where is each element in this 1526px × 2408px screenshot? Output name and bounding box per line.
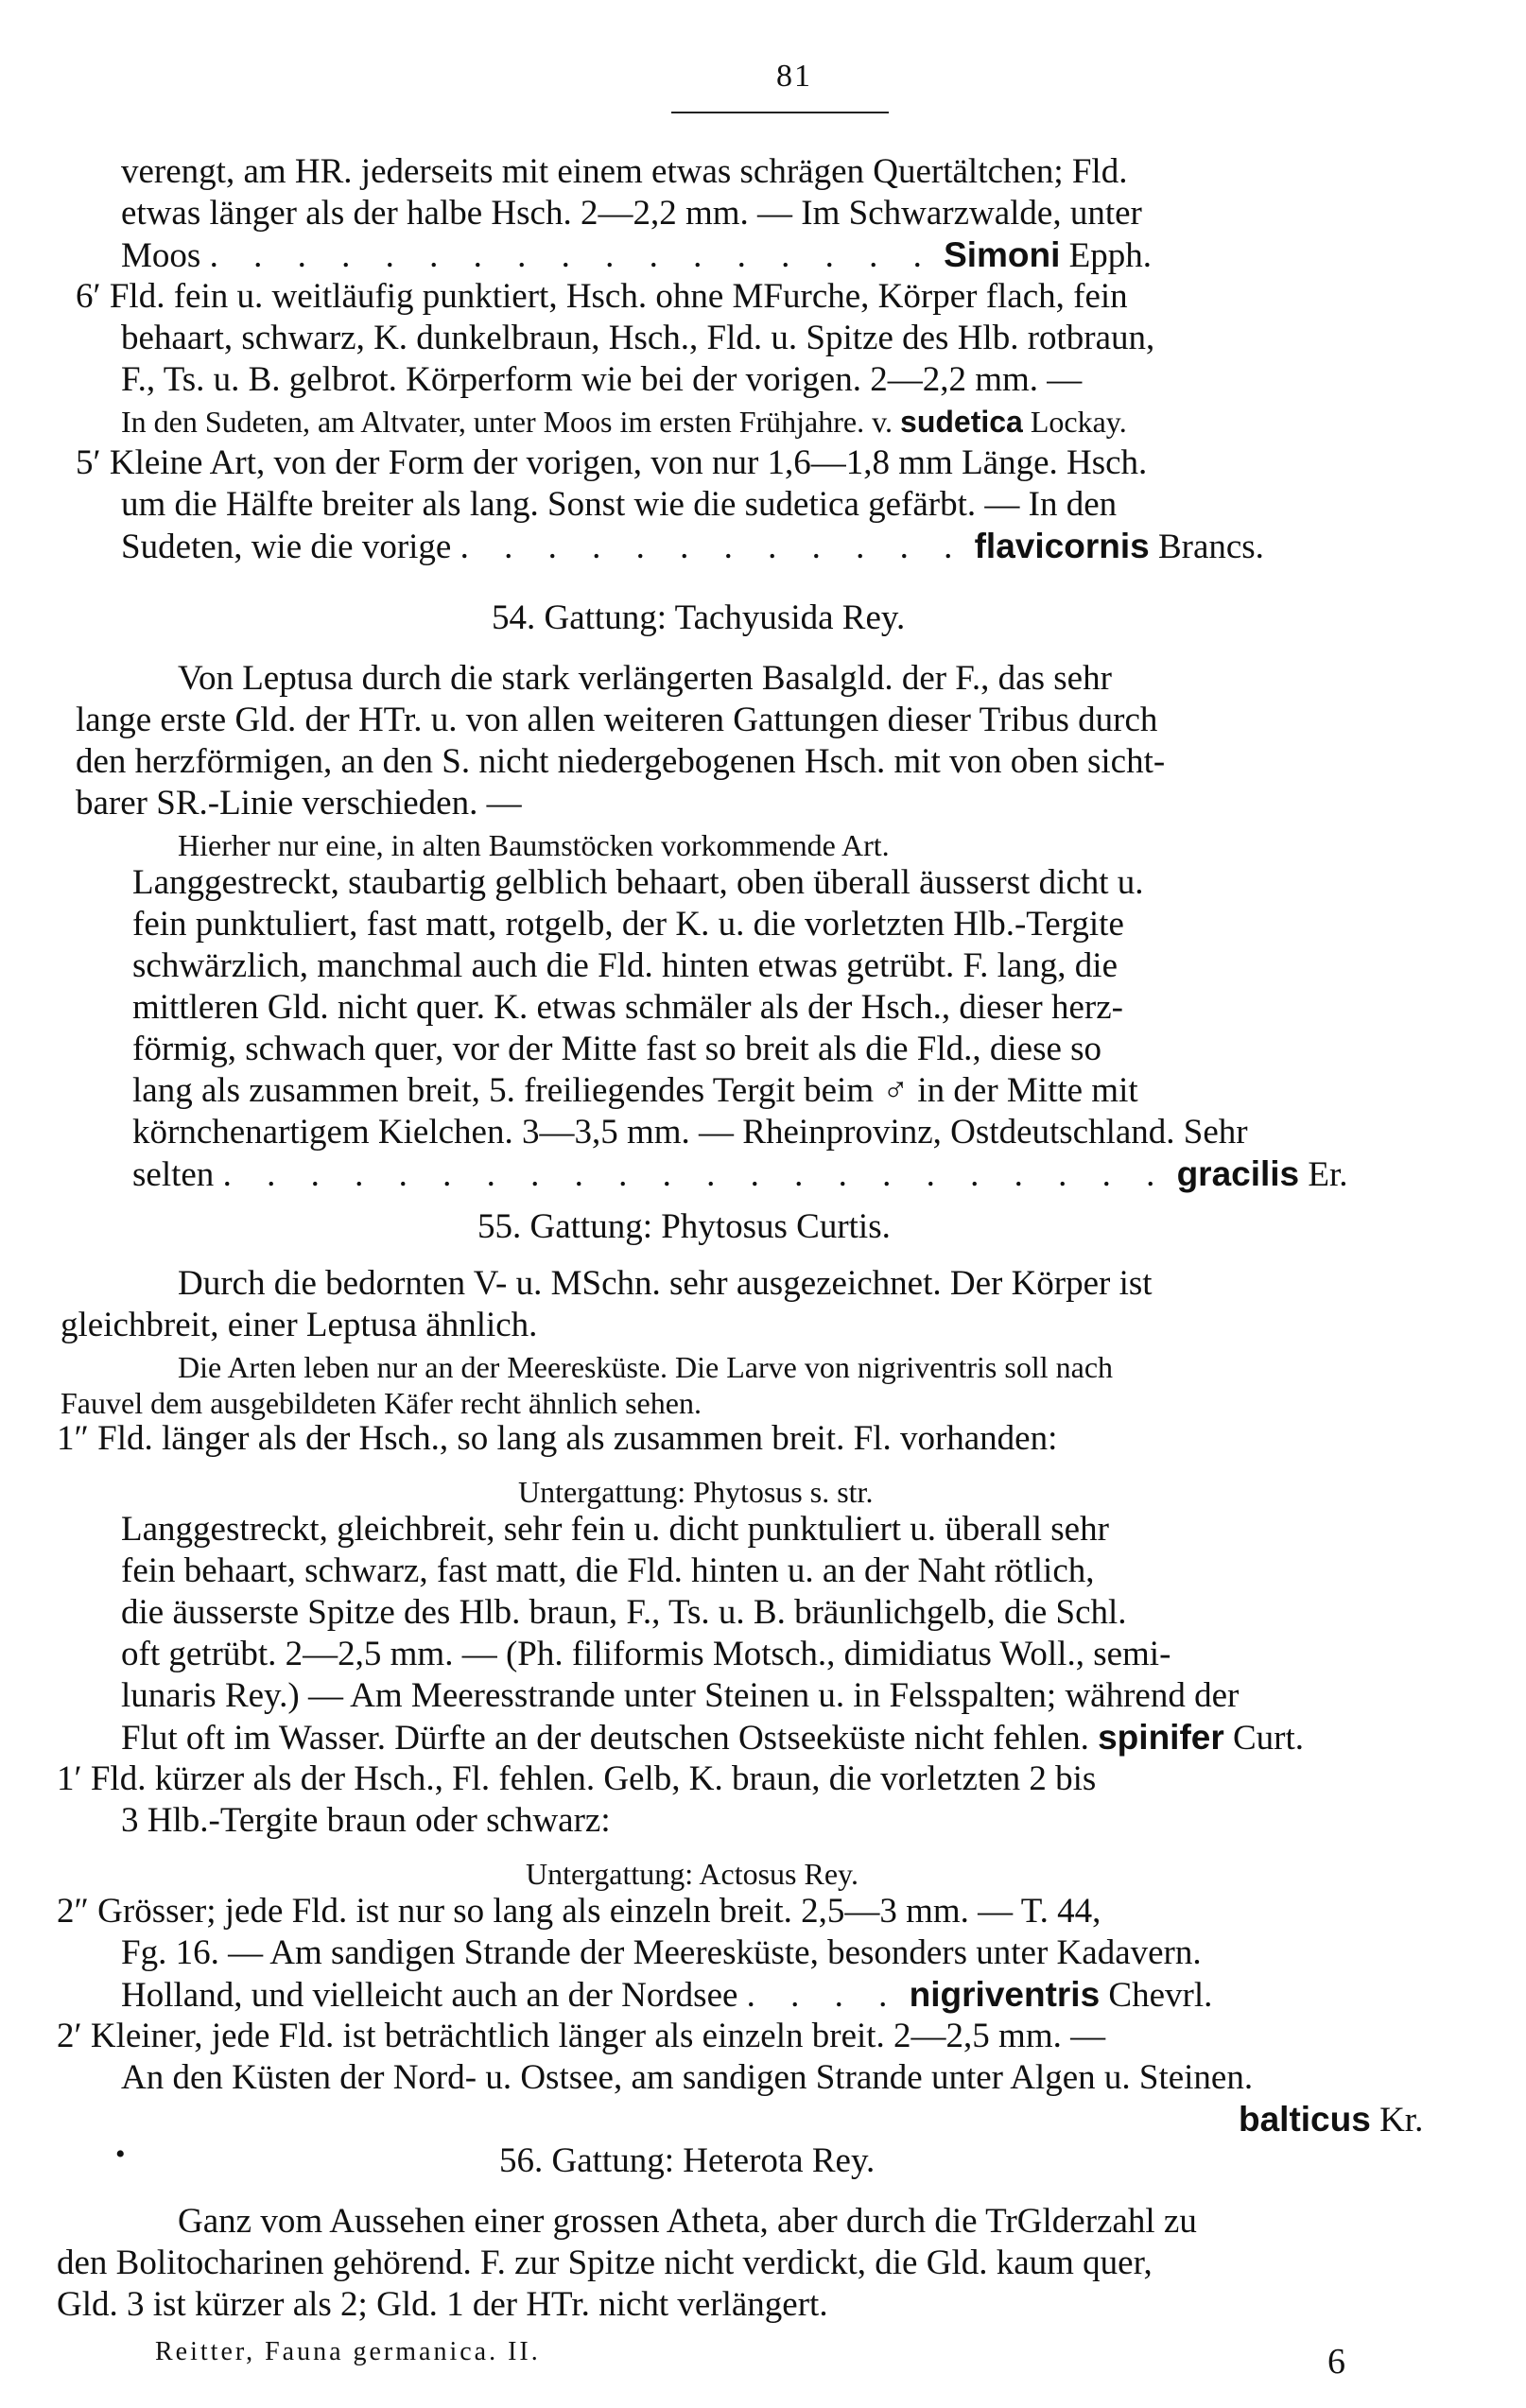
text-line: etwas länger als der halbe Hsch. 2—2,2 mm. — Im Schwarzwalde, unter <box>121 194 1142 233</box>
text-line: Die Arten leben nur an der Meeresküste. Die Larve von nigriventris soll nach <box>178 1350 1114 1384</box>
text-line <box>121 1717 1304 1759</box>
genus-heading: 54. Gattung: Tachyusida Rey. <box>492 598 906 637</box>
text-line: behaart, schwarz, K. dunkelbraun, Hsch., Fld. u. Spitze des Hlb. rotbraun, <box>121 319 1155 357</box>
leader-dots: . . . . . . . . . . . . . . . . . . . . . . <box>222 1155 1169 1194</box>
text-line: Von Leptusa durch die stark verlängerten Basalgld. der F., das sehr <box>178 659 1112 698</box>
species-author: Chevrl. <box>1108 1976 1213 2015</box>
text-line: Langgestreckt, gleichbreit, sehr fein u. dicht punktuliert u. überall sehr <box>121 1510 1109 1549</box>
text-line: den herzförmigen, an den S. nicht niedergebogenen Hsch. mit von oben sicht- <box>76 742 1166 781</box>
leader-dots: . . . . <box>746 1976 901 2015</box>
text-line: 5′ Kleine Art, von der Form der vorigen, von nur 1,6—1,8 mm Länge. Hsch. <box>76 443 1148 482</box>
text-run: Flut oft im Wasser. Dürfte an der deutschen Ostseeküste nicht fehlen. <box>121 1719 1089 1758</box>
signature-mark: 6 <box>1327 2342 1345 2382</box>
text-run: In den Sudeten, am Altvater, unter Moos im ersten Frühjahre. v. <box>121 405 893 439</box>
text-run: Holland, und vielleicht auch an der Nordsee <box>121 1976 738 2015</box>
species-name: sudetica <box>900 405 1023 439</box>
text-line <box>121 234 1152 277</box>
text-line: Durch die bedornten V- u. MSchn. sehr ausgezeichnet. Der Körper ist <box>178 1264 1153 1303</box>
page-number: 81 <box>776 59 812 94</box>
species-author: Curt. <box>1233 1719 1305 1758</box>
text-line: Fg. 16. — Am sandigen Strande der Meeresküste, besonders unter Kadavern. <box>121 1933 1202 1972</box>
bullet-mark: • <box>115 2139 126 2170</box>
species-name: flavicornis <box>974 527 1150 565</box>
text-line: lang als zusammen breit, 5. freiliegendes Tergit beim ♂ in der Mitte mit <box>132 1071 1138 1110</box>
species-name: spinifer <box>1098 1718 1224 1757</box>
text-line: oft getrübt. 2—2,5 mm. — (Ph. filiformis Motsch., dimidiatus Woll., semi- <box>121 1635 1171 1673</box>
text-line <box>121 1974 1212 2017</box>
species-author: Epph. <box>1068 236 1153 275</box>
text-line: Gld. 3 ist kürzer als 2; Gld. 1 der HTr. nicht verlängert. <box>57 2285 828 2324</box>
text-line: fein behaart, schwarz, fast matt, die Fld. hinten u. an der Naht rötlich, <box>121 1551 1095 1590</box>
text-line: Fauvel dem ausgebildeten Käfer recht ähnlich sehen. <box>61 1386 702 1420</box>
text-line: 6′ Fld. fein u. weitläufig punktiert, Hsch. ohne MFurche, Körper flach, fein <box>76 277 1128 316</box>
genus-heading: 56. Gattung: Heterota Rey. <box>499 2141 876 2180</box>
text-line: die äusserste Spitze des Hlb. braun, F., Ts. u. B. bräunlichgelb, die Schl. <box>121 1593 1127 1632</box>
text-line: 3 Hlb.-Tergite braun oder schwarz: <box>121 1801 611 1840</box>
species-name: nigriventris <box>909 1975 1101 2014</box>
text-line: Langgestreckt, staubartig gelblich behaart, oben überall äusserst dicht u. <box>132 863 1144 902</box>
text-run: Sudeten, wie die vorige <box>121 528 452 566</box>
text-line <box>1239 2099 1423 2141</box>
leader-dots: . . . . . . . . . . . . . . . . . <box>209 236 935 275</box>
text-line: lange erste Gld. der HTr. u. von allen weiteren Gattungen dieser Tribus durch <box>76 701 1158 739</box>
species-name: balticus <box>1239 2100 1371 2139</box>
text-line: fein punktuliert, fast matt, rotgelb, der K. u. die vorletzten Hlb.-Tergite <box>132 905 1124 944</box>
text-run: Moos <box>121 236 201 275</box>
leader-dots: . . . . . . . . . . . . <box>460 528 966 566</box>
text-line: 1′ Fld. kürzer als der Hsch., Fl. fehlen. Gelb, K. braun, die vorletzten 2 bis <box>57 1759 1097 1798</box>
text-line: um die Hälfte breiter als lang. Sonst wie die sudetica gefärbt. — In den <box>121 485 1118 524</box>
genus-heading: 55. Gattung: Phytosus Curtis. <box>477 1207 891 1246</box>
text-line: F., Ts. u. B. gelbrot. Körperform wie bei der vorigen. 2—2,2 mm. — <box>121 360 1083 399</box>
text-run: selten <box>132 1155 215 1194</box>
text-line <box>132 1153 1348 1196</box>
text-line: An den Küsten der Nord- u. Ostsee, am sandigen Strande unter Algen u. Steinen. <box>121 2058 1254 2097</box>
header-rule <box>671 112 889 113</box>
species-author: Er. <box>1308 1155 1348 1194</box>
species-author: Brancs. <box>1157 528 1264 566</box>
text-line: barer SR.-Linie verschieden. — <box>76 784 522 823</box>
text-line: mittleren Gld. nicht quer. K. etwas schmäler als der Hsch., dieser herz- <box>132 988 1123 1027</box>
text-line: den Bolitocharinen gehörend. F. zur Spitze nicht verdickt, die Gld. kaum quer, <box>57 2243 1153 2282</box>
species-name: Simoni <box>944 235 1061 274</box>
text-line: schwärzlich, manchmal auch die Fld. hinten etwas getrübt. F. lang, die <box>132 946 1118 985</box>
species-author: Lockay. <box>1030 405 1127 439</box>
subgenus-heading: Untergattung: Phytosus s. str. <box>518 1475 874 1509</box>
text-line: förmig, schwach quer, vor der Mitte fast so breit als die Fld., diese so <box>132 1030 1102 1068</box>
subgenus-heading: Untergattung: Actosus Rey. <box>526 1857 858 1891</box>
text-line: verengt, am HR. jederseits mit einem etwas schrägen Quertältchen; Fld. <box>121 152 1128 191</box>
text-line: körnchenartigem Kielchen. 3—3,5 mm. — Rheinprovinz, Ostdeutschland. Sehr <box>132 1113 1248 1152</box>
text-line <box>121 526 1264 568</box>
text-line: lunaris Rey.) — Am Meeresstrande unter Steinen u. in Felsspalten; während der <box>121 1676 1240 1715</box>
text-line <box>121 401 1127 442</box>
text-line: 2″ Grösser; jede Fld. ist nur so lang als einzeln breit. 2,5—3 mm. — T. 44, <box>57 1892 1101 1931</box>
text-line: Ganz vom Aussehen einer grossen Atheta, aber durch die TrGlderzahl zu <box>178 2202 1197 2241</box>
text-line: gleichbreit, einer Leptusa ähnlich. <box>61 1306 538 1344</box>
text-line: 2′ Kleiner, jede Fld. ist beträchtlich länger als einzeln breit. 2—2,5 mm. — <box>57 2017 1106 2055</box>
text-line: Hierher nur eine, in alten Baumstöcken vorkommende Art. <box>178 828 890 862</box>
text-line: 1″ Fld. länger als der Hsch., so lang als zusammen breit. Fl. vorhanden: <box>57 1419 1058 1458</box>
species-name: gracilis <box>1176 1154 1300 1193</box>
footer-note: Reitter, Fauna germanica. II. <box>155 2337 541 2366</box>
species-author: Kr. <box>1379 2101 1424 2139</box>
